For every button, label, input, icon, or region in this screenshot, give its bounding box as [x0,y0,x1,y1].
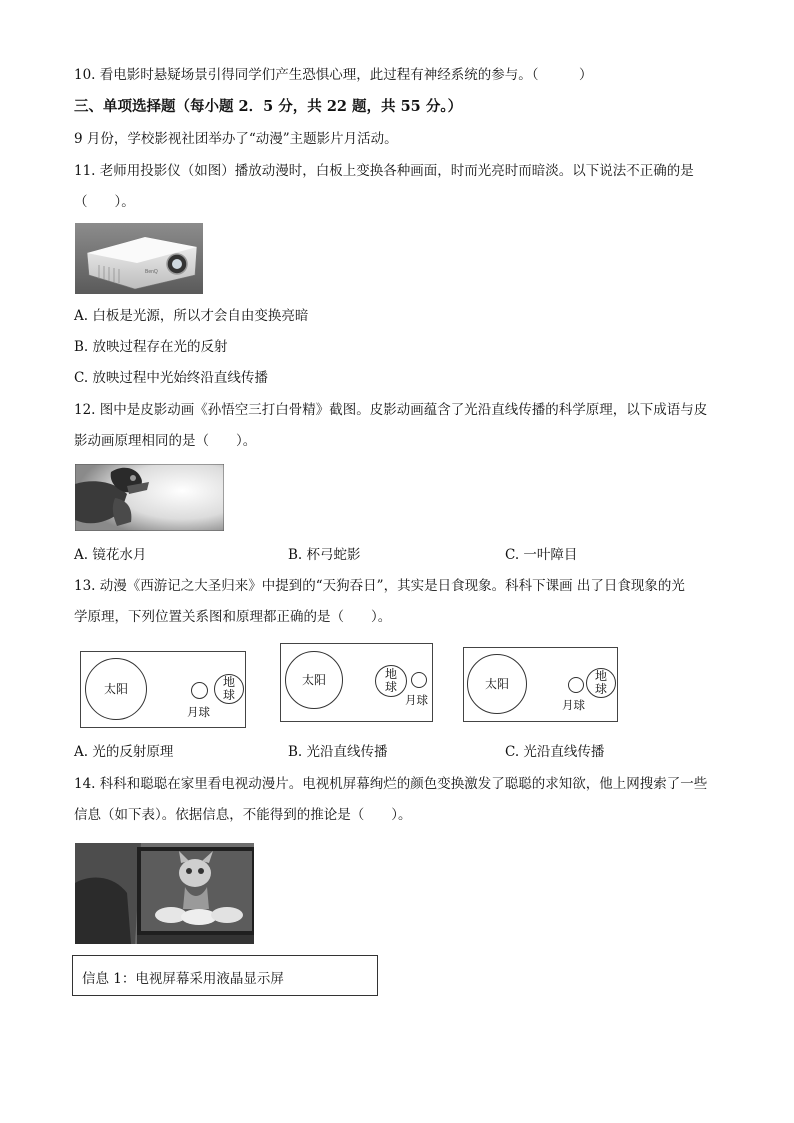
q11-line2: （ ）。 [74,194,135,210]
projector-illustration [75,223,203,294]
info-1-text: 信息 1：电视屏幕采用液晶显示屏 [82,971,284,987]
projector-brand: BenQ [145,269,158,275]
moon-circle [568,677,584,693]
q13-option-b: B. 光沿直线传播 [288,744,388,760]
q12-option-b: B. 杯弓蛇影 [288,547,361,563]
eclipse-diagram-a [80,651,246,728]
shadow-puppet-illustration [75,464,224,531]
eclipse-diagram-c [463,647,618,722]
moon-circle [191,682,208,699]
q10-text: 10. 看电影时悬疑场景引得同学们产生恐惧心理，此过程有神经系统的参与。（ ） [74,67,593,83]
moon-circle [411,672,427,688]
sun-circle: 太阳 [467,654,527,714]
q12-line1: 12. 图中是皮影动画《孙悟空三打白骨精》截图。皮影动画蕴含了光沿直线传播的科学原理，以下成语与皮 [74,402,708,418]
tv-illustration [75,843,254,944]
moon-label: 月球 [562,698,585,712]
moon-label: 月球 [187,705,210,719]
info-table-box [72,955,378,996]
earth-circle: 地 球 [214,674,244,704]
q12-option-a: A. 镜花水月 [74,547,147,563]
earth-circle: 地 球 [375,665,407,697]
sun-circle: 太阳 [85,658,147,720]
section-heading: 三、单项选择题（每小题 2．5 分，共 22 题，共 55 分。） [74,98,463,115]
earth-circle: 地 球 [586,668,616,698]
moon-label: 月球 [405,693,428,707]
q14-line1: 14. 科科和聪聪在家里看电视动漫片。电视机屏幕绚烂的颜色变换激发了聪聪的求知欲，他上网搜索了一些 [74,776,708,792]
q14-line2: 信息（如下表）。依据信息，不能得到的推论是（ ）。 [74,807,412,823]
eclipse-diagram-b [280,643,433,722]
tv-photo [75,843,254,944]
projector-photo [75,223,203,294]
sun-circle: 太阳 [285,651,343,709]
q11-option-b: B. 放映过程存在光的反射 [74,339,228,355]
q13-option-a: A. 光的反射原理 [74,744,174,760]
q12-option-c: C. 一叶障目 [505,547,578,563]
q11-line1: 11. 老师用投影仪（如图）播放动漫时，白板上变换各种画面，时而光亮时而暗淡。以下说法不正确的是 [74,163,694,179]
q13-line1: 13. 动漫《西游记之大圣归来》中提到的“天狗吞日”，其实是日食现象。科科下课画 出了日食现象的光 [74,578,685,594]
intro-text: 9 月份，学校影视社团举办了“动漫”主题影片月活动。 [74,131,398,147]
q12-line2: 影动画原理相同的是（ ）。 [74,433,257,449]
q11-option-a: A. 白板是光源，所以才会自由变换亮暗 [74,308,309,324]
shadow-puppet-photo [75,464,224,531]
q13-option-c: C. 光沿直线传播 [505,744,605,760]
q11-option-c: C. 放映过程中光始终沿直线传播 [74,370,268,386]
q13-line2: 学原理，下列位置关系图和原理都正确的是（ ）。 [74,609,392,625]
